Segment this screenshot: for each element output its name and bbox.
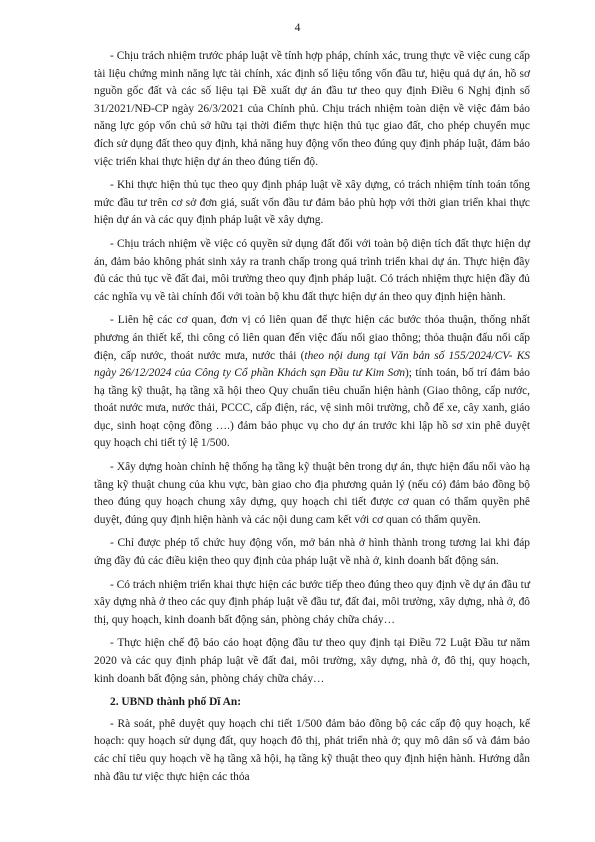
paragraph-citation: theo nội dung tại Văn bản số 155/2024/CV- KS ngày 26/12/2024 của Công ty Cổ phần Khách sạn Đầu tư Kim Sơn <box>94 349 531 380</box>
paragraph-text-before: - Liên hệ các cơ quan, đơn vị có liên quan để thực hiện các bước thỏa thuận, thống nhất phương án thiết kế, thi công có liên quan đến việc đấu nối giao thông; thỏa thuận đấu nối cấp điện, cấp nước, thoát nước mưa, nước thải ( <box>94 314 530 362</box>
paragraph-coordination-agencies <box>94 312 530 453</box>
page-number: 4 <box>294 22 301 34</box>
paragraph-capital-mobilization: - Chỉ được phép tổ chức huy động vốn, mở bán nhà ở hình thành trong tương lai khi đáp ứng đầy đủ các điều kiện theo quy định của pháp luật về nhà ở, kinh doanh bất động sản. <box>94 537 530 568</box>
paragraph-financial-responsibility: - Chịu trách nhiệm trước pháp luật về tính hợp pháp, chính xác, trung thực về việc cung cấp tài liệu chứng minh năng lực tài chính, xác định số liệu tổng vốn đầu tư, hiệu quả dự án, hồ sơ nguồn gốc đất và các số liệu tại Đề xuất dự án đầu tư theo quy định Điều 6 Nghị định số 31/2021/NĐ-CP ngày 26/3/2021 của Chính phủ. Chịu trách nhiệm toàn diện về việc đảm bảo năng lực góp vốn chủ sở hữu tại thời điểm thực hiện thủ tục giao đất, cho phép chuyển mục đích sử dụng đất theo quy định, khả năng huy động vốn theo đúng quy định pháp luật, đảm bảo việc triển khai thực hiện dự án theo đúng tiến độ. <box>94 50 530 168</box>
paragraph-planning-review: - Rà soát, phê duyệt quy hoạch chi tiết 1/500 đảm bảo đồng bộ các cấp độ quy hoạch, kế hoạch: quy hoạch sử dụng đất, quy hoạch đô thị, phát triển nhà ở; quy mô dân số và đảm bảo các chỉ tiêu quy hoạch về hạ tầng xã hội, hạ tầng kỹ thuật theo quy định hiện hành. Hướng dẫn nhà đầu tư việc thực hiện các thỏa <box>94 717 530 783</box>
paragraph-land-use-rights: - Chịu trách nhiệm về việc có quyền sử dụng đất đối với toàn bộ diện tích đất thực hiện dự án, đảm bảo không phát sinh xảy ra tranh chấp trong quá trình triển khai dự án. Thực hiện đầy đủ các thủ tục về đất đai, môi trường theo quy định pháp luật. Có trách nhiệm thực hiện đầy đủ các nghĩa vụ về tài chính đối với toàn bộ khu đất thực hiện dự án theo quy định hiện hành. <box>94 237 530 303</box>
paragraph-construction-procedures: - Khi thực hiện thủ tục theo quy định pháp luật về xây dựng, có trách nhiệm tính toán tổng mức đầu tư trên cơ sở đơn giá, suất vốn đầu tư đảm bảo phù hợp với thời gian triển khai thực hiện dự án và các quy định pháp luật về xây dựng. <box>94 179 530 227</box>
paragraph-text-after: ); tính toán, bố trí đảm bảo hạ tầng kỹ thuật, hạ tầng xã hội theo Quy chuẩn tiêu chuẩn hiện hành (Giao thông, cấp nước, thoát nước mưa, nước thải, PCCC, cấp điện, rác, vệ sinh môi trường, chỗ để xe, cây xanh, giáo dục, sinh hoạt cộng đồng ….) đảm bảo phục vụ cho dự án trước khi lập hồ sơ xin phê duyệt quy hoạch chi tiết tỷ lệ 1/500. <box>94 367 530 450</box>
paragraph-infrastructure: - Xây dựng hoàn chỉnh hệ thống hạ tầng kỹ thuật bên trong dự án, thực hiện đấu nối vào hạ tầng kỹ thuật chung của khu vực, bàn giao cho địa phương quản lý (nếu có) đảm bảo đồng bộ theo đúng quy hoạch chung xây dựng, quy hoạch chi tiết được cơ quan có thẩm quyền phê duyệt, đúng quy định hiện hành và các nội dung cam kết với cơ quan có thẩm quyền. <box>94 461 530 526</box>
document-body <box>94 48 530 786</box>
section-heading: 2. UBND thành phố Dĩ An: <box>110 696 242 709</box>
paragraph-reporting: - Thực hiện chế độ báo cáo hoạt động đầu tư theo quy định tại Điều 72 Luật Đầu tư năm 2020 và các quy định pháp luật về đất đai, môi trường, xây dựng, nhà ở, đô thị, quy hoạch, kinh doanh bất động sản, phòng cháy chữa cháy… <box>94 637 530 685</box>
paragraph-next-steps: - Có trách nhiệm triển khai thực hiện các bước tiếp theo đúng theo quy định về dự án đầu tư xây dựng nhà ở theo các quy định pháp luật về đầu tư, đất đai, môi trường, xây dựng, nhà ở, đô thị, quy hoạch, kinh doanh bất động sản, phòng cháy chữa cháy… <box>94 578 530 626</box>
